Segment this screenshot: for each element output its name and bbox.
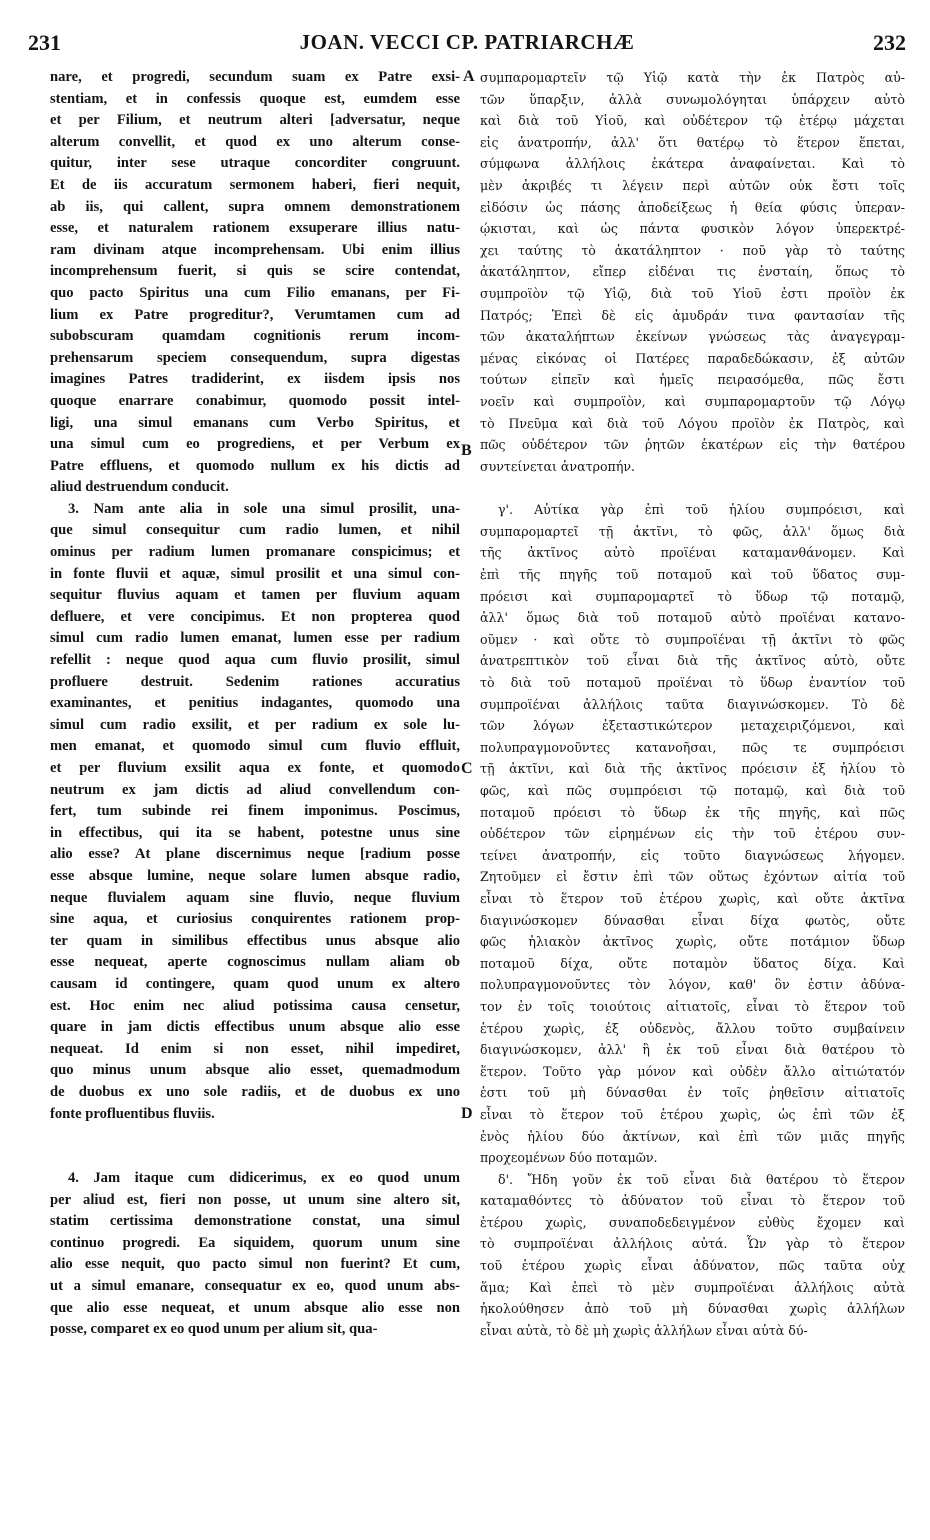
text-line: εἶναι τὸ ἕτερον τοῦ ἑτέρου χωρὶς, ὡς ἐπὶ τῶν ἐξ — [480, 1106, 905, 1122]
text-line: ominus per radium lumen promanare conspicimus; et — [50, 544, 460, 561]
text-line: fert, tum subinde rei finem imponimus. Poscimus, — [50, 803, 460, 820]
text-line: nequeat. Id enim si non esset, nihil impediret, — [50, 1040, 460, 1057]
text-line: causam id contingere, quam quod unum ex altero — [50, 975, 460, 992]
text-line: τῶν ὕπαρξιν, ἀλλὰ συνωμολόγηται ὑπάρχειν αὐτὸ — [480, 91, 905, 107]
greek-column — [480, 67, 905, 1341]
page-number-left: 231 — [28, 30, 61, 55]
paragraph-gap — [480, 477, 905, 499]
text-line: τὸ διὰ τοῦ ποταμοῦ προϊέναι τὸ ὕδωρ ἐναντίον τοῦ — [480, 675, 905, 691]
text-line: quo pacto Spiritus una cum Filio emanans, per Fi- — [50, 284, 460, 301]
text-line: μὲν ἀκριβές τι λέγειν περὶ αὐτῶν οὐκ ἔστι τοῖς — [480, 177, 905, 193]
text-line: τῇ ἀκτῖνι, καὶ διὰ τῆς ἀκτῖνος πρόεισιν ἐξ ἡλίου τὸ — [480, 761, 905, 777]
text-line: et per fluvium exsilit aqua ex fonte, et quomodo — [50, 760, 460, 776]
text-line: alio esse? At plane discernimus neque [radium posse — [50, 846, 460, 863]
text-line: τὸ Πνεῦμα καὶ διὰ τοῦ Λόγου προϊὸν ἐκ Πατρὸς, καὶ — [480, 415, 905, 431]
text-line: ἕτερον. Τοῦτο γὰρ μόνον καὶ οὐδὲν ἄλλο αἰτιώτατόν — [480, 1063, 905, 1079]
text-line: quo minus unum absque alio esset, quemadmodum — [50, 1062, 460, 1079]
text-line: ter quam in similibus effectibus unus absque alio — [50, 932, 460, 949]
text-line: fonte profluentibus fluviis. — [50, 1105, 215, 1122]
text-line: continuo progredi. Ea siquidem, quorum unum sine — [50, 1234, 460, 1251]
text-line: πολυπραγμονοῦντες κατανοῆσαι, πῶς τε συμπρόεισι — [480, 739, 905, 755]
text-line: de duobus ex uno sole radiis, et de duobus ex uno — [50, 1083, 460, 1100]
text-line: ram divinam atque incomprehensam. Ubi enim illius — [50, 241, 460, 258]
text-line: Patre effluens, et quomodo nullum ex his dictis ad — [50, 457, 460, 474]
section-marker-b: B — [461, 442, 472, 459]
text-line: πρόεισι καὶ συμπαρομαρτεῖ τὸ ὕδωρ τῷ ποταμῷ, — [480, 588, 905, 604]
text-line: profluere destruit. Sedenim rationes accuratius — [50, 673, 460, 690]
text-line: Πατρός; Ἐπεὶ δὲ εἰς ἀμυδράν τινα φαντασίαν τῆς — [480, 307, 905, 323]
text-line: incomprehensum fuerit, si quis se scire contendat, — [50, 263, 460, 280]
running-header — [28, 30, 906, 62]
text-line: διαγινώσκομεν, ἀλλ' ἢ ἐκ τοῦ εἶναι διὰ θατέρου τὸ — [480, 1042, 905, 1058]
text-line: stentiam, et in confessis quoque est, eumdem esse — [50, 90, 460, 107]
text-line: neque fluvialem aquam sine fluvio, neque fluvium — [50, 889, 460, 906]
text-line: alterum convellit, et quod ex uno alterum conse- — [50, 133, 460, 150]
text-line: καταμαθόντες τὸ ἀδύνατον τοῦ εἶναι τὸ ἕτερον τοῦ — [480, 1193, 905, 1209]
text-line: examinantes, et penitius indagantes, quomodo una — [50, 695, 460, 712]
text-line: simul cum radio lumen emanat, lumen esse per radium — [50, 630, 460, 647]
text-line: διαγινώσκομεν δύνασθαι εἶναι δίχα φωτὸς, οὔτε — [480, 912, 905, 928]
section-marker-d: D — [461, 1105, 473, 1122]
text-line: prehensarum speciem consequendum, supra digestas — [50, 349, 460, 366]
text-line: ἑτέρου χωρὶς, ἐξ οὐδενὸς, ἄλλου τοῦτο συμβαίνειν — [480, 1020, 905, 1036]
text-line: μένας εἰκόνας οἱ Πατέρες παραδεδώκασιν, ἐξ αὐτῶν — [480, 350, 905, 366]
text-line: τοῦ ἑτέρου χωρὶς εἶναι ἀδύνατον, πῶς ταῦτα οὐχ — [480, 1258, 905, 1274]
page-number-right: 232 — [873, 30, 906, 55]
text-line: τῶν ἀκαταλήπτων ἐκείνων γνώσεως τὰς ἀναγεγραμ- — [480, 329, 905, 345]
text-line: 3. Nam ante alia in sole una simul prosilit, una- — [68, 500, 460, 517]
text-line: ποταμοῦ δίχα, οὔτε ποταμὸν ὕδατος δίχα. Καὶ — [480, 955, 905, 971]
text-line: τῶν λόγων ἐξεταστικώτερον μεταχειριζόμενοι, καὶ — [480, 718, 905, 734]
text-line: sequitur fluvius aquam et tamen per fluvium aquam — [50, 587, 460, 604]
text-line: γ'. Αὐτίκα γὰρ ἐπὶ τοῦ ἡλίου συμπρόεισι, καὶ — [498, 502, 905, 518]
text-line: σύμφωνα ἀλλήλοις ἑκάτερα ἀναφαίνεται. Καὶ τὸ — [480, 156, 905, 172]
text-line: ἀκατάληπτον, εἴπερ εἰδέναι τις ἐνσταίη, ὅπως τὸ — [480, 264, 905, 280]
text-line: φῶς ἡλιακὸν ἀκτῖνος χωρὶς, οὔτε ποτάμιον ὕδωρ — [480, 934, 905, 950]
text-line: εἰς ἀνατροπήν, ἀλλ' ὅτι θατέρῳ τὸ ἕτερον ἕπεται, — [480, 134, 905, 150]
text-line: ἠκολούθησεν ἀπὸ τοῦ μὴ δύνασθαι χωρὶς ἀλλήλων — [480, 1301, 905, 1317]
text-line: καὶ διὰ τοῦ Υἱοῦ, καὶ οὐδέτερον τῷ ἑτέρῳ μάχεται — [480, 113, 905, 129]
text-line: et per Filium, et neutrum alteri [adversatur, neque — [50, 112, 460, 129]
text-line: nare, et progredi, secundum suam ex Patre exsi- — [50, 69, 460, 85]
text-line: ἑνὸς ἡλίου δύο ἀκτίνων, καὶ ἐπὶ τῶν μιᾶς πηγῆς — [480, 1128, 905, 1144]
text-line: que alio esse nequeat, et unum absque alio esse non — [50, 1299, 460, 1316]
text-line: que simul consequitur cum radio lumen, et nihil — [50, 522, 460, 539]
text-line: πῶς οὐδέτερον τῶν ῥητῶν ἑκατέρων εἰς τὴν θατέρου — [480, 437, 905, 453]
text-line: in effectibus, qui ita se habent, potestne unus sine — [50, 824, 460, 841]
text-line: ut a simul emanare, consequatur ex eo, quod unum abs- — [50, 1278, 460, 1295]
text-line: per aliud est, fieri non posse, ut unum sine altero sit, — [50, 1191, 460, 1208]
text-line: neutrum ex jam dictis ad aliud convellendum con- — [50, 781, 460, 798]
text-line: ἀνατρεπτικὸν τοῦ εἶναι διὰ τῆς ἀκτῖνος αὐτὸ, οὔτε — [480, 653, 905, 669]
text-line: ἀλλ' ὅμως διὰ τοῦ ποταμοῦ αὐτὸ προϊέναι κατανο- — [480, 610, 905, 626]
text-line: est. Hoc enim nec aliud potissima causa censetur, — [50, 997, 460, 1014]
text-line: alio esse nequit, quo pacto simul non fuerint? Et cum, — [50, 1256, 460, 1273]
text-line: lium ex Patre progreditur?, Verumtamen cum ad — [50, 306, 460, 323]
text-line: εἶναι αὐτὰ, τὸ δὲ μὴ χωρὶς ἀλλήλων εἶναι αὐτὰ δύ- — [480, 1322, 808, 1338]
running-title: JOAN. VECCI CP. PATRIARCHÆ — [299, 30, 635, 54]
text-line: imagines Patres tradiderint, ex iisdem ipsis nos — [50, 371, 460, 388]
text-line: ποταμοῦ πρόεισι τὸ ὕδωρ ἐκ τῆς πηγῆς, καὶ πῶς — [480, 804, 905, 820]
text-line: quare in jam dictis effectibus unum absque alio esse — [50, 1019, 460, 1036]
text-line: Et de iis accuratum sermonem haberi, fieri nequit, — [50, 176, 460, 193]
text-line: esse absque lumine, neque solare lumen absque radio, — [50, 867, 460, 884]
text-line: in fonte fluvii et aquæ, simul prosilit et una simul con- — [50, 565, 460, 582]
text-line: simul cum radio exsilit, et per radium ex sole lu- — [50, 716, 460, 733]
text-line: φῶς, καὶ πῶς συμπρόεισι τῷ ποταμῷ, καὶ διὰ τοῦ — [480, 783, 905, 798]
text-line: quitur, inter sese utraque concorditer congruunt. — [50, 155, 460, 172]
text-line: Ζητοῦμεν εἰ ἔστιν ἐπὶ τῶν οὕτως ἐχόντων αἰτία τοῦ — [480, 869, 905, 885]
text-line: τείνει ἀνατροπήν, εἰς τοῦτο διαγνώσεως λήγομεν. — [480, 847, 905, 863]
section-marker-c: C — [461, 760, 473, 777]
text-line: defluere, et vere concipimus. Et non propterea quod — [50, 608, 460, 625]
text-line: ἐπὶ τῆς πηγῆς τοῦ ποταμοῦ καὶ τοῦ ὕδατος συμ- — [480, 567, 905, 583]
text-line: una simul cum eo progrediens, et per Verbum ex — [50, 436, 460, 453]
text-line: συντείνεται ἀνατροπήν. — [480, 458, 636, 474]
text-line: χει ταύτης τὸ ἀκατάληπτον · ποῦ γὰρ τὸ ταύτης — [480, 242, 905, 258]
text-line: posse, comparet ex eo quod unum per alium sit, qua- — [50, 1321, 378, 1338]
text-line: δ'. Ἤδη γοῦν ἐκ τοῦ εἶναι διὰ θατέρου τὸ ἕτερον — [498, 1171, 905, 1187]
text-line: οὐδέτερον τῶν εἰρημένων εἰς τὴν τοῦ ἑτέρου συν- — [480, 826, 905, 842]
text-line: subobscuram quamdam cognitionis rerum incom- — [50, 328, 460, 345]
text-line: ἅμα; Καὶ ἐπεὶ τὸ μὲν συμπροϊέναι ἀλλήλοις αὐτὰ — [480, 1279, 905, 1295]
text-line: οῦμεν · καὶ οὔτε τὸ συμπροϊέναι τῇ ἀκτῖνι τὸ φῶς — [480, 631, 905, 647]
text-line: ligi, una simul emanans cum Verbo Spiritus, et — [50, 414, 460, 431]
text-line: 4. Jam itaque cum didicerimus, ex eo quod unum — [68, 1170, 460, 1187]
text-line: sine aqua, et curiosius conquirentes rationem prop- — [50, 911, 460, 928]
text-line: πολυπραγμονοῦντες τὸν λόγον, καθ' ὃν ἐστιν ἀδύνα- — [480, 977, 905, 993]
text-line: ab iis, qui callent, supra omnem demonstrationem — [50, 198, 460, 215]
text-line: τούτων εἰπεῖν καὶ ἡμεῖς πειρασόμεθα, πῶς ἔστι — [480, 372, 905, 388]
text-line: εἰδόσιν ὡς πάσης ἀποδείξεως ἡ θεία φύσις ὑπεραν- — [480, 199, 905, 215]
text-line: aliud destruendum conducit. — [50, 479, 229, 496]
text-line: τὸ συμπροϊέναι ἀλλήλοις αὐτά. Ὧν γὰρ τὸ ἕτερον — [480, 1236, 905, 1252]
text-line: τον ἐν τοῖς τοιούτοις αἰτιατοῖς, εἶναι τὸ ἕτερον τοῦ — [480, 998, 905, 1014]
text-line: esse, et naturalem rationem exsuperare illius natu- — [50, 220, 460, 237]
text-line: νοεῖν καὶ συμπροϊὸν, καὶ συμπαρομαρτοῦν τῷ Λόγῳ — [480, 393, 905, 409]
paragraph-gap — [50, 1125, 460, 1168]
text-line: refellit : neque quod aqua cum fluvio prosilit, simul — [50, 652, 460, 669]
latin-column — [50, 67, 460, 1341]
text-line: ἑτέρου χωρὶς, συναποδεδειγμένον εὐθὺς ἔχομεν καὶ — [480, 1214, 905, 1230]
text-line: ἐστι τοῦ μὴ δύνασθαι ἐν τοῖς ῥηθεῖσιν αἰτιατοῖς — [480, 1085, 905, 1101]
text-line: συμπροϊέναι ἀλλήλοις ταῦτα διαγινώσκομεν. Τὸ δὲ — [480, 696, 905, 712]
text-line: quoque enarrare conabimur, quomodo possit intel- — [50, 392, 460, 409]
text-line: men emanat, et quomodo simul cum fluvio effluit, — [50, 738, 460, 755]
text-line: esse nequeat, aperte cognoscimus nullam aliam ob — [50, 954, 460, 971]
text-line: εἶναι τὸ ἕτερον τοῦ ἑτέρου χωρὶς, καὶ οὔτε ἀκτῖνα — [480, 890, 905, 906]
text-line: προχεομένων δύο ποταμῶν. — [480, 1150, 658, 1166]
text-line: συμπροϊὸν τῷ Υἱῷ, διὰ τοῦ Υἱοῦ ἐστι προϊὸν ἐκ — [480, 285, 905, 301]
text-line: statim certissima demonstratione constat, una simul — [50, 1213, 460, 1230]
section-marker-a: A — [463, 68, 475, 85]
text-line: ῴκισται, καὶ ὡς πάντα φυσικὸν λόγον ὑπερεκτρέ- — [480, 221, 905, 237]
text-line: συμπαρομαρτεῖ τῇ ἀκτῖνι, τὸ φῶς, ἀλλ' ὅμως διὰ — [480, 523, 905, 539]
text-line: συμπαρομαρτεῖν τῷ Υἱῷ κατὰ τὴν ἐκ Πατρὸς αὐ- — [480, 70, 905, 85]
text-line: τῆς ἀκτῖνος αὐτὸ προϊέναι καταμανθάνομεν. Καὶ — [480, 545, 905, 561]
